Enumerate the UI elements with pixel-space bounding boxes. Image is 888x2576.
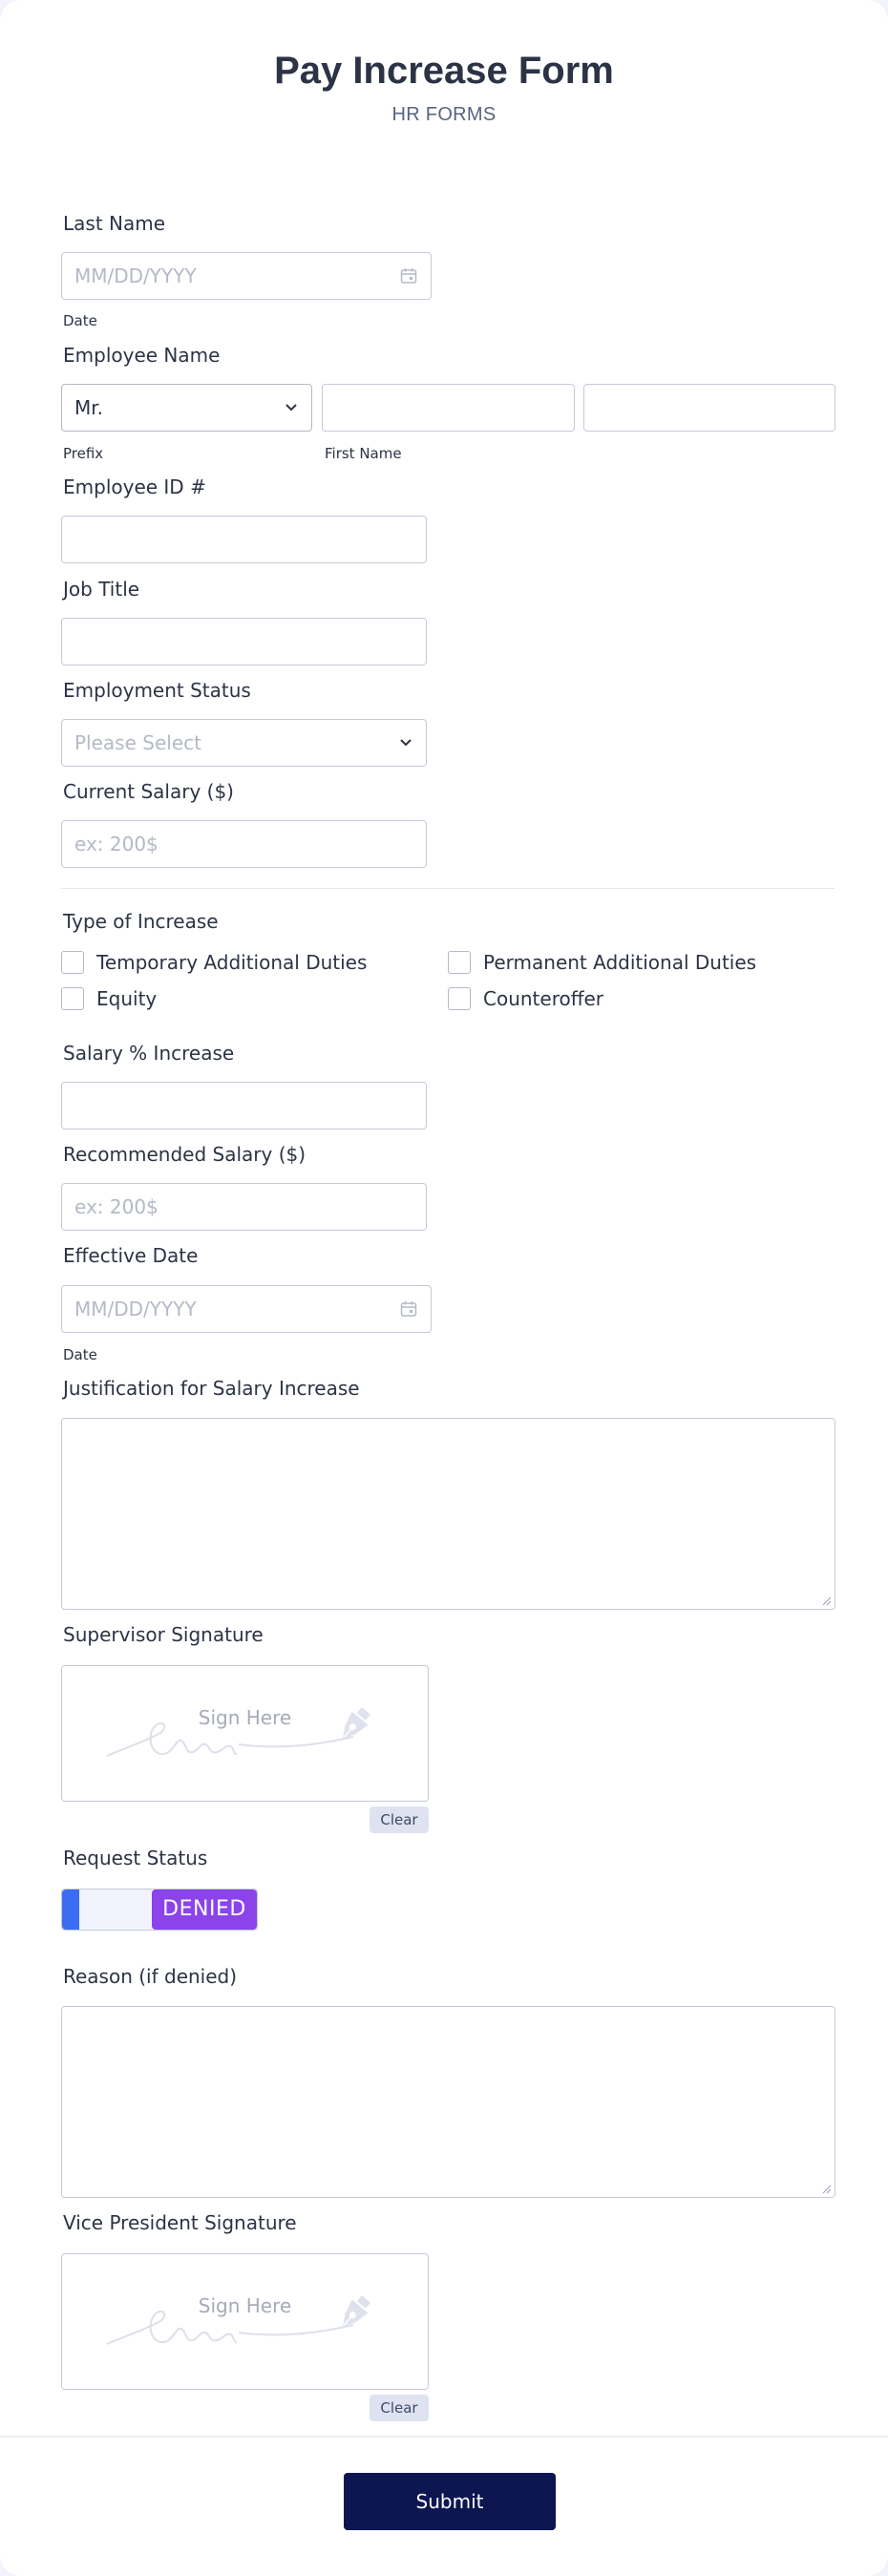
effective-date-sublabel: Date [63, 1346, 97, 1363]
pen-nib-icon [331, 2294, 375, 2334]
checkbox-counteroffer[interactable] [448, 987, 471, 1010]
reason-label: Reason (if denied) [63, 1965, 238, 1988]
supervisor-signature-pad[interactable] [61, 1665, 429, 1802]
job-title-label: Job Title [63, 578, 140, 601]
calendar-icon[interactable] [400, 267, 417, 285]
chevron-down-icon [285, 403, 298, 412]
last-name-label: Last Name [63, 212, 166, 235]
justification-label: Justification for Salary Increase [63, 1377, 360, 1400]
prefix-sublabel: Prefix [63, 445, 104, 462]
option-label: Equity [96, 987, 158, 1010]
signature-scribble [105, 2300, 239, 2350]
resize-handle-icon[interactable] [822, 1596, 832, 1606]
calendar-icon[interactable] [400, 1300, 417, 1318]
reason-textarea[interactable] [61, 2006, 835, 2198]
option-label: Counteroffer [483, 987, 604, 1010]
salary-increase-input[interactable] [61, 1082, 427, 1130]
supervisor-clear-button[interactable]: Clear [370, 1806, 429, 1833]
effective-date-input[interactable] [61, 1285, 432, 1333]
type-of-increase-label: Type of Increase [63, 910, 219, 933]
current-salary-input[interactable] [61, 820, 427, 868]
employment-status-label: Employment Status [63, 679, 251, 702]
pen-nib-icon [331, 1706, 375, 1746]
first-name-sublabel: First Name [325, 445, 402, 462]
checkbox-temporary-additional-duties[interactable] [61, 951, 84, 974]
request-status-toggle[interactable] [61, 1889, 258, 1931]
employment-status-select[interactable] [61, 719, 427, 767]
chevron-down-icon [399, 738, 412, 748]
form-subtitle: HR FORMS [391, 104, 497, 125]
justification-textarea[interactable] [61, 1418, 835, 1610]
sign-here-text: Sign Here [198, 2294, 292, 2317]
prefix-value: Mr. [74, 396, 103, 419]
resize-handle-icon[interactable] [822, 2185, 832, 2194]
recommended-salary-placeholder: ex: 200$ [74, 1195, 159, 1218]
status-badge: DENIED [152, 1890, 257, 1930]
form-title: Pay Increase Form [274, 50, 614, 92]
vp-clear-button[interactable]: Clear [370, 2395, 429, 2421]
vp-signature-label: Vice President Signature [63, 2211, 297, 2234]
option-label: Temporary Additional Duties [96, 951, 368, 974]
toggle-knob[interactable] [62, 1890, 79, 1930]
request-status-label: Request Status [63, 1847, 208, 1869]
section-divider [61, 888, 835, 889]
employee-id-label: Employee ID # [63, 475, 206, 498]
footer-divider [0, 2436, 888, 2438]
effective-date-label: Effective Date [63, 1244, 199, 1267]
signature-scribble [105, 1712, 239, 1762]
last-name-input[interactable] [583, 384, 835, 432]
sign-here-text: Sign Here [198, 1706, 292, 1729]
checkbox-equity[interactable] [61, 987, 84, 1010]
last-name-placeholder: MM/DD/YYYY [74, 264, 197, 287]
employee-id-input[interactable] [61, 516, 427, 563]
job-title-input[interactable] [61, 618, 427, 665]
prefix-select[interactable] [61, 384, 312, 432]
vp-signature-pad[interactable] [61, 2253, 429, 2390]
option-label: Permanent Additional Duties [483, 951, 757, 974]
checkbox-permanent-additional-duties[interactable] [448, 951, 471, 974]
employee-name-label: Employee Name [63, 344, 221, 367]
recommended-salary-input[interactable] [61, 1183, 427, 1231]
last-name-sublabel: Date [63, 312, 97, 329]
current-salary-placeholder: ex: 200$ [74, 833, 159, 855]
employment-status-placeholder: Please Select [74, 731, 201, 754]
supervisor-signature-label: Supervisor Signature [63, 1623, 264, 1646]
submit-button[interactable]: Submit [344, 2473, 556, 2530]
salary-increase-label: Salary % Increase [63, 1042, 235, 1065]
recommended-salary-label: Recommended Salary ($) [63, 1143, 307, 1166]
effective-date-placeholder: MM/DD/YYYY [74, 1298, 197, 1320]
first-name-input[interactable] [322, 384, 575, 432]
last-name-date-input[interactable] [61, 252, 432, 300]
current-salary-label: Current Salary ($) [63, 780, 234, 803]
